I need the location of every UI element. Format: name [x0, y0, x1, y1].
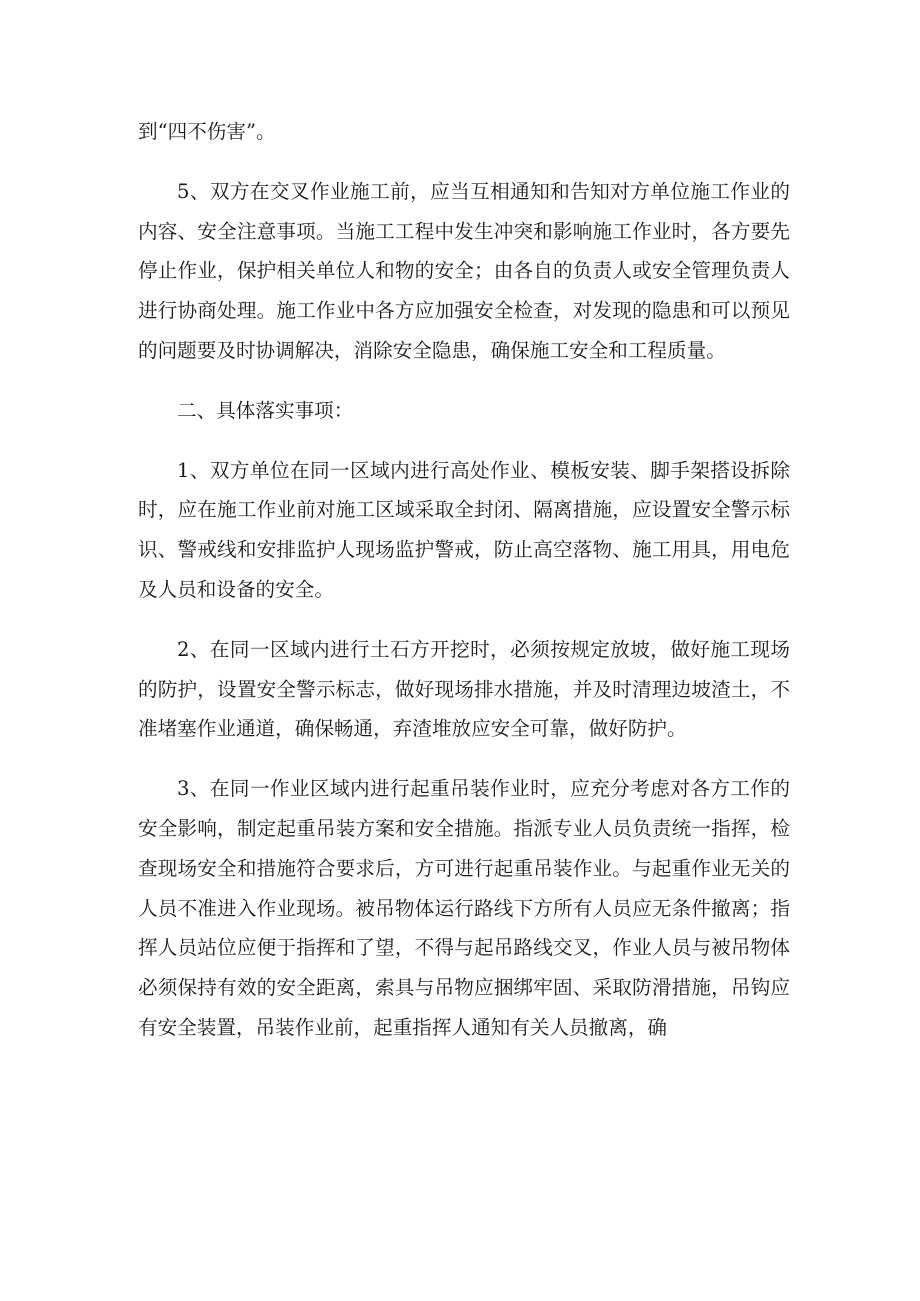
- paragraph-item-1: 1、双方单位在同一区域内进行高处作业、模板安装、脚手架搭设拆除时，应在施工作业前对施工区域采取全封闭、隔离措施，应设置安全警示标识、警戒线和安排监护人现场监护警戒，防止高空落物、施工用具，用电危及人员和设备的安全。: [138, 458, 790, 601]
- section-heading-specific-measures: 二、具体落实事项：: [177, 398, 354, 422]
- paragraph-item-3: 3、在同一作业区域内进行起重吊装作业时，应充分考虑对各方工作的安全影响，制定起重吊装方案和安全措施。指派专业人员负责统一指挥，检查现场安全和措施符合要求后，方可进行起重吊装作业。与起重作业无关的人员不准进入作业现场。被吊物体运行路线下方所有人员应无条件撤离；指挥人员站位应便于指挥和了望，不得与起吊路线交叉，作业人员与被吊物体必须保持有效的安全距离，索具与吊物应捆绑牢固、采取防滑措施，吊钩应有安全装置，吊装作业前，起重指挥人通知有关人员撤离，确: [138, 777, 790, 1039]
- paragraph-continuation: 到“四不伤害”。: [138, 120, 276, 143]
- paragraph-item-2: 2、在同一区域内进行土石方开挖时，必须按规定放坡，做好施工现场的防护，设置安全警示标志，做好现场排水措施，并及时清理边坡渣土，不准堵塞作业通道，确保畅通，弃渣堆放应安全可靠，做好防护。: [138, 637, 790, 741]
- document-body: [138, 112, 790, 1068]
- paragraph-item-5: 5、双方在交叉作业施工前，应当互相通知和告知对方单位施工作业的内容、安全注意事项。当施工工程中发生冲突和影响施工作业时，各方要先停止作业，保护相关单位人和物的安全；由各自的负责人或安全管理负责人进行协商处理。施工作业中各方应加强安全检查，对发现的隐患和可以预见的问题要及时协调解决，消除安全隐患，确保施工安全和工程质量。: [138, 179, 790, 362]
